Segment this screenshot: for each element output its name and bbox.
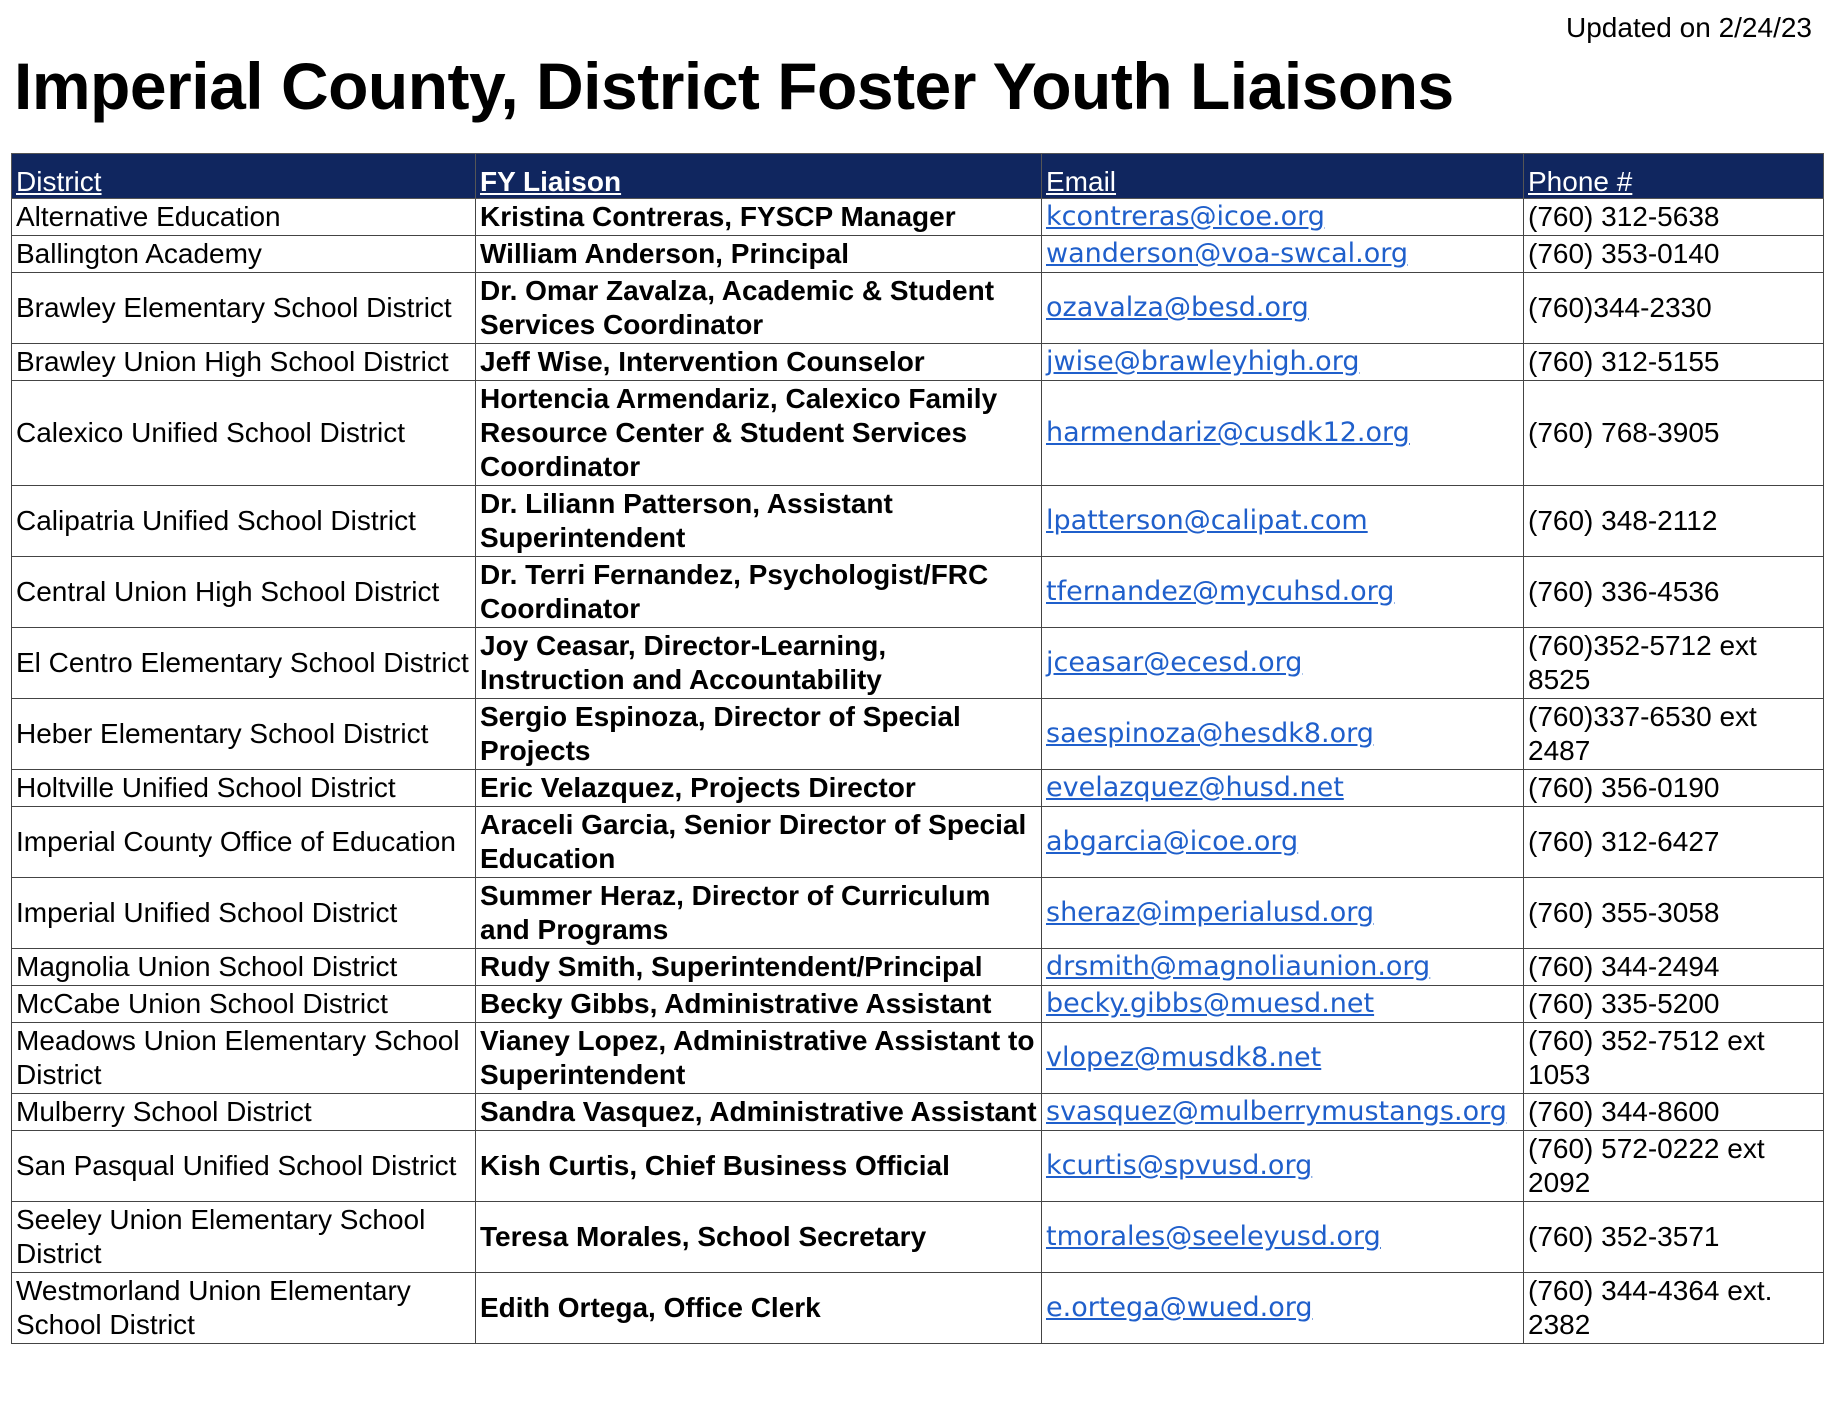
email-link-text[interactable]: lpatterson@calipat.com xyxy=(1046,505,1368,536)
liaison-cell: Dr. Terri Fernandez, Psychologist/FRC Coordinator xyxy=(476,557,1042,628)
email-link[interactable] xyxy=(1042,557,1524,628)
email-link-text[interactable]: becky.gibbs@muesd.net xyxy=(1046,988,1375,1019)
table-row xyxy=(12,1023,1824,1094)
table-row xyxy=(12,344,1824,381)
district-cell: San Pasqual Unified School District xyxy=(12,1131,476,1202)
email-link[interactable] xyxy=(1042,486,1524,557)
email-link-text[interactable]: vlopez@musdk8.net xyxy=(1046,1042,1322,1073)
district-cell: Brawley Elementary School District xyxy=(12,273,476,344)
district-cell: Mulberry School District xyxy=(12,1094,476,1131)
district-cell: Meadows Union Elementary School District xyxy=(12,1023,476,1094)
liaison-cell: Edith Ortega, Office Clerk xyxy=(476,1273,1042,1344)
liaison-cell: Dr. Liliann Patterson, Assistant Superintendent xyxy=(476,486,1042,557)
column-header-phone[interactable]: Phone # xyxy=(1524,154,1824,199)
phone-cell: (760) 572-0222 ext 2092 xyxy=(1524,1131,1824,1202)
table-row xyxy=(12,1202,1824,1273)
phone-cell: (760) 344-8600 xyxy=(1524,1094,1824,1131)
district-cell: Heber Elementary School District xyxy=(12,699,476,770)
email-link-text[interactable]: tfernandez@mycuhsd.org xyxy=(1046,576,1395,607)
liaison-cell: Sergio Espinoza, Director of Special Projects xyxy=(476,699,1042,770)
phone-cell: (760) 352-3571 xyxy=(1524,1202,1824,1273)
phone-cell: (760) 312-6427 xyxy=(1524,807,1824,878)
email-link[interactable] xyxy=(1042,236,1524,273)
liaison-cell: Teresa Morales, School Secretary xyxy=(476,1202,1042,1273)
district-cell: El Centro Elementary School District xyxy=(12,628,476,699)
email-link-text[interactable]: jwise@brawleyhigh.org xyxy=(1046,346,1360,377)
email-link[interactable] xyxy=(1042,699,1524,770)
phone-cell: (760) 356-0190 xyxy=(1524,770,1824,807)
email-link-text[interactable]: evelazquez@husd.net xyxy=(1046,772,1344,803)
liaison-cell: Becky Gibbs, Administrative Assistant xyxy=(476,986,1042,1023)
email-link-text[interactable]: e.ortega@wued.org xyxy=(1046,1292,1313,1323)
liaison-cell: Dr. Omar Zavalza, Academic & Student Services Coordinator xyxy=(476,273,1042,344)
email-link[interactable] xyxy=(1042,199,1524,236)
email-link[interactable] xyxy=(1042,770,1524,807)
district-cell: Ballington Academy xyxy=(12,236,476,273)
table-row xyxy=(12,273,1824,344)
district-cell: Imperial Unified School District xyxy=(12,878,476,949)
email-link[interactable] xyxy=(1042,949,1524,986)
district-cell: Central Union High School District xyxy=(12,557,476,628)
email-link[interactable] xyxy=(1042,1131,1524,1202)
column-header-liaison[interactable]: FY Liaison xyxy=(476,154,1042,199)
email-link[interactable] xyxy=(1042,381,1524,486)
phone-cell: (760) 348-2112 xyxy=(1524,486,1824,557)
table-row xyxy=(12,236,1824,273)
table-row xyxy=(12,986,1824,1023)
email-link-text[interactable]: kcontreras@icoe.org xyxy=(1046,201,1325,232)
table-row xyxy=(12,699,1824,770)
email-link[interactable] xyxy=(1042,878,1524,949)
table-row xyxy=(12,1273,1824,1344)
phone-cell: (760)344-2330 xyxy=(1524,273,1824,344)
email-link[interactable] xyxy=(1042,986,1524,1023)
liaisons-table xyxy=(11,153,1824,1344)
email-link-text[interactable]: kcurtis@spvusd.org xyxy=(1046,1150,1313,1181)
liaison-cell: Joy Ceasar, Director-Learning, Instruction and Accountability xyxy=(476,628,1042,699)
district-cell: Holtville Unified School District xyxy=(12,770,476,807)
liaison-cell: Rudy Smith, Superintendent/Principal xyxy=(476,949,1042,986)
liaison-cell: Araceli Garcia, Senior Director of Special Education xyxy=(476,807,1042,878)
district-cell: McCabe Union School District xyxy=(12,986,476,1023)
phone-cell: (760) 335-5200 xyxy=(1524,986,1824,1023)
liaison-cell: Kristina Contreras, FYSCP Manager xyxy=(476,199,1042,236)
table-row xyxy=(12,1131,1824,1202)
column-header-district[interactable]: District xyxy=(12,154,476,199)
table-row xyxy=(12,628,1824,699)
email-link-text[interactable]: sheraz@imperialusd.org xyxy=(1046,897,1374,928)
email-link-text[interactable]: wanderson@voa-swcal.org xyxy=(1046,238,1408,269)
email-link-text[interactable]: jceasar@ecesd.org xyxy=(1046,647,1303,678)
email-link[interactable] xyxy=(1042,807,1524,878)
table-row xyxy=(12,770,1824,807)
district-cell: Calipatria Unified School District xyxy=(12,486,476,557)
email-link-text[interactable]: svasquez@mulberrymustangs.org xyxy=(1046,1096,1507,1127)
table-row xyxy=(12,199,1824,236)
email-link[interactable] xyxy=(1042,273,1524,344)
district-cell: Seeley Union Elementary School District xyxy=(12,1202,476,1273)
liaison-cell: William Anderson, Principal xyxy=(476,236,1042,273)
column-header-email[interactable]: Email xyxy=(1042,154,1524,199)
email-link[interactable] xyxy=(1042,1023,1524,1094)
email-link[interactable] xyxy=(1042,344,1524,381)
email-link-text[interactable]: abgarcia@icoe.org xyxy=(1046,826,1299,857)
email-link-text[interactable]: ozavalza@besd.org xyxy=(1046,292,1309,323)
phone-cell: (760) 355-3058 xyxy=(1524,878,1824,949)
phone-cell: (760) 352-7512 ext 1053 xyxy=(1524,1023,1824,1094)
page-title: Imperial County, District Foster Youth Liaisons xyxy=(14,49,1454,123)
liaison-cell: Eric Velazquez, Projects Director xyxy=(476,770,1042,807)
email-link-text[interactable]: tmorales@seeleyusd.org xyxy=(1046,1221,1381,1252)
district-cell: Imperial County Office of Education xyxy=(12,807,476,878)
district-cell: Calexico Unified School District xyxy=(12,381,476,486)
phone-cell: (760) 768-3905 xyxy=(1524,381,1824,486)
table-row xyxy=(12,807,1824,878)
header-row xyxy=(12,154,1824,199)
phone-cell: (760) 353-0140 xyxy=(1524,236,1824,273)
liaison-cell: Jeff Wise, Intervention Counselor xyxy=(476,344,1042,381)
liaison-cell: Summer Heraz, Director of Curriculum and Programs xyxy=(476,878,1042,949)
email-link-text[interactable]: harmendariz@cusdk12.org xyxy=(1046,417,1410,448)
table-header xyxy=(12,154,1824,199)
email-link[interactable] xyxy=(1042,1202,1524,1273)
table-row xyxy=(12,878,1824,949)
liaison-cell: Kish Curtis, Chief Business Official xyxy=(476,1131,1042,1202)
phone-cell: (760) 336-4536 xyxy=(1524,557,1824,628)
table-row xyxy=(12,1094,1824,1131)
email-link-text[interactable]: drsmith@magnoliaunion.org xyxy=(1046,951,1431,982)
phone-cell: (760) 312-5638 xyxy=(1524,199,1824,236)
table-row xyxy=(12,557,1824,628)
phone-cell: (760) 344-2494 xyxy=(1524,949,1824,986)
district-cell: Brawley Union High School District xyxy=(12,344,476,381)
table-row xyxy=(12,949,1824,986)
email-link-text[interactable]: saespinoza@hesdk8.org xyxy=(1046,718,1374,749)
liaison-cell: Hortencia Armendariz, Calexico Family Resource Center & Student Services Coordinator xyxy=(476,381,1042,486)
phone-cell: (760)337-6530 ext 2487 xyxy=(1524,699,1824,770)
table-row xyxy=(12,381,1824,486)
phone-cell: (760) 344-4364 ext. 2382 xyxy=(1524,1273,1824,1344)
district-cell: Westmorland Union Elementary School District xyxy=(12,1273,476,1344)
table-body xyxy=(12,199,1824,1344)
email-link[interactable] xyxy=(1042,1273,1524,1344)
email-link[interactable] xyxy=(1042,628,1524,699)
table-row xyxy=(12,486,1824,557)
updated-date: Updated on 2/24/23 xyxy=(1566,12,1812,43)
district-cell: Magnolia Union School District xyxy=(12,949,476,986)
district-cell: Alternative Education xyxy=(12,199,476,236)
liaison-cell: Vianey Lopez, Administrative Assistant to Superintendent xyxy=(476,1023,1042,1094)
liaison-cell: Sandra Vasquez, Administrative Assistant xyxy=(476,1094,1042,1131)
phone-cell: (760) 312-5155 xyxy=(1524,344,1824,381)
email-link[interactable] xyxy=(1042,1094,1524,1131)
phone-cell: (760)352-5712 ext 8525 xyxy=(1524,628,1824,699)
